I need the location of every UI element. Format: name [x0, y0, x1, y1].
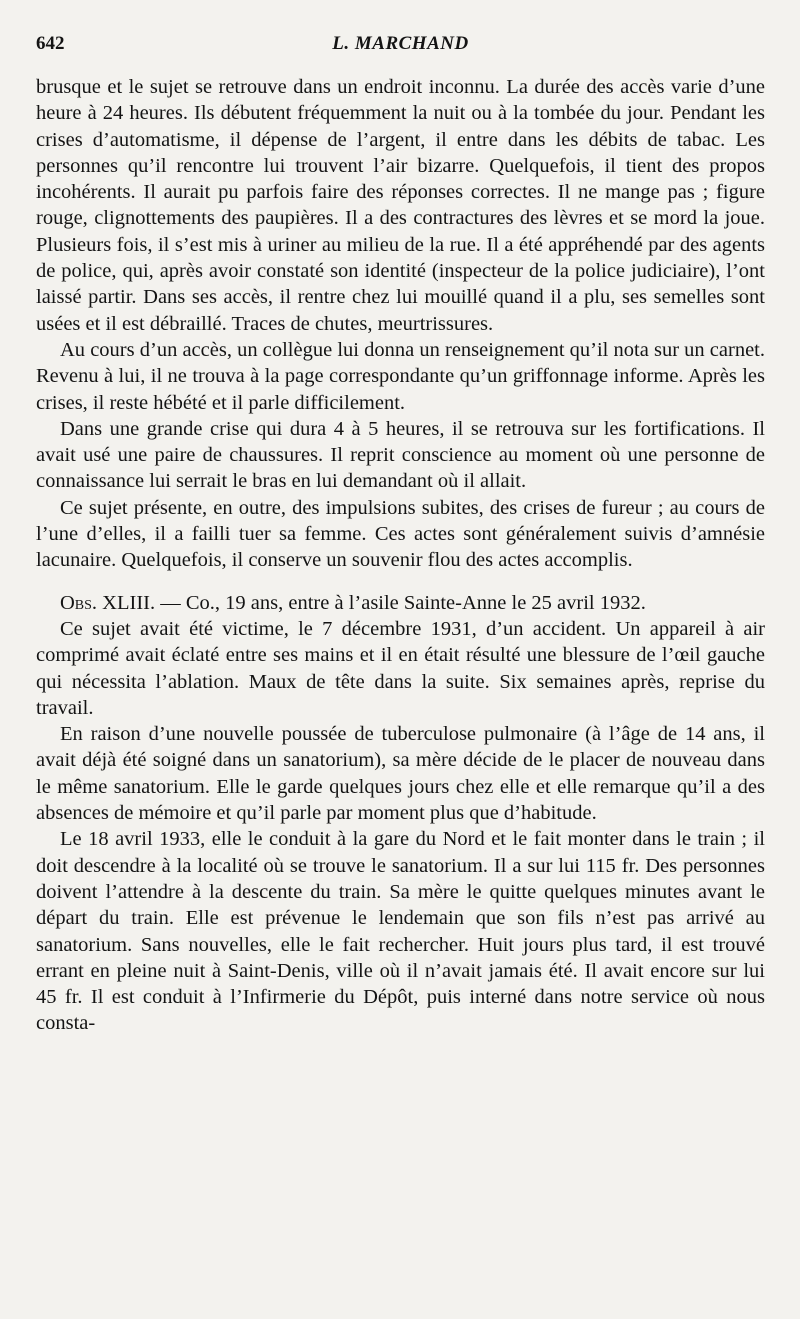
- running-title: L. MARCHAND: [332, 33, 469, 54]
- running-header: [36, 30, 765, 58]
- observation-heading: [36, 590, 765, 616]
- paragraph: Ce sujet avait été victime, le 7 décembre 1931, d’un accident. Un appareil à air comprimé avait éclaté entre ses mains et il en était résulté une blessure de l’œil gauche qui nécessita l’ablation. Maux de tête dans la suite. Six semaines après, reprise du travail.: [36, 617, 765, 719]
- paragraph: brusque et le sujet se retrouve dans un endroit inconnu. La durée des accès varie d’une heure à 24 heures. Ils débutent fréquemment la nuit ou à la tombée du jour. Pendant les crises d’automatisme, il dépense de l’argent, il entre dans les débits de tabac. Les personnes qu’il rencontre lui trouvent l’air bizarre. Quelquefois, il tient des propos incohérents. Il aurait pu parfois faire des réponses correctes. Il ne mange pas ; figure rouge, clignottements des paupières. Il a des contractures des lèvres et se mord la joue. Plusieurs fois, il s’est mis à uriner au milieu de la rue. Il a été appréhendé par des agents de police, qui, après avoir constaté son identité (inspecteur de la police judiciaire), l’ont laissé partir. Dans ses accès, il rentre chez lui mouillé quand il a plu, ses semelles sont usées et il est débraillé. Traces de chutes, meurtrissures.: [36, 76, 765, 335]
- paragraph: Au cours d’un accès, un collègue lui donna un renseignement qu’il nota sur un carnet. Revenu à lui, il ne trouva à la page correspondante qu’un griffonnage informe. Après les crises, il reste hébété et il parle difficilement.: [36, 338, 765, 414]
- paragraph: Dans une grande crise qui dura 4 à 5 heures, il se retrouva sur les fortifications. Il avait usé une paire de chaussures. Il reprit conscience au moment où une personne de connaissance lui serrait le bras en lui demandant où il allait.: [36, 417, 765, 493]
- observation-heading-text: — Co., 19 ans, entre à l’asile Sainte-Anne le 25 avril 1932.: [155, 591, 646, 614]
- paragraph: En raison d’une nouvelle poussée de tuberculose pulmonaire (à l’âge de 14 ans, il avait déjà été soigné dans un sanatorium), sa mère décide de le placer de nouveau dans le même sanatorium. Elle le garde quelques jours chez elle et elle remarque qu’il a des absences de mémoire et qu’il parle par moment plus que d’habitude.: [36, 723, 765, 825]
- body-text: [36, 74, 765, 1037]
- paragraph: Ce sujet présente, en outre, des impulsions subites, des crises de fureur ; au cours de l’une d’elles, il a failli tuer sa femme. Ces actes sont généralement suivis d’amnésie lacunaire. Quelquefois, il conserve un souvenir flou des actes accomplis.: [36, 496, 765, 572]
- paragraph: Le 18 avril 1933, elle le conduit à la gare du Nord et le fait monter dans le train ; il doit descendre à la localité où se trouve le sanatorium. Il a sur lui 115 fr. Des personnes doivent l’attendre à la descente du train. Sa mère le quitte quelques minutes avant le départ du train. Elle est prévenue le lendemain que son fils n’est pas arrivé au sanatorium. Sans nouvelles, elle le fait rechercher. Huit jours plus tard, il est trouvé errant en pleine nuit à Saint-Denis, ville où il n’avait jamais été. Il avait encore sur lui 45 fr. Il est conduit à l’Infirmerie du Dépôt, puis interné dans notre service où nous consta-: [36, 828, 765, 1035]
- observation-label: Obs. XLIII.: [60, 591, 156, 614]
- page-number: 642: [36, 33, 65, 54]
